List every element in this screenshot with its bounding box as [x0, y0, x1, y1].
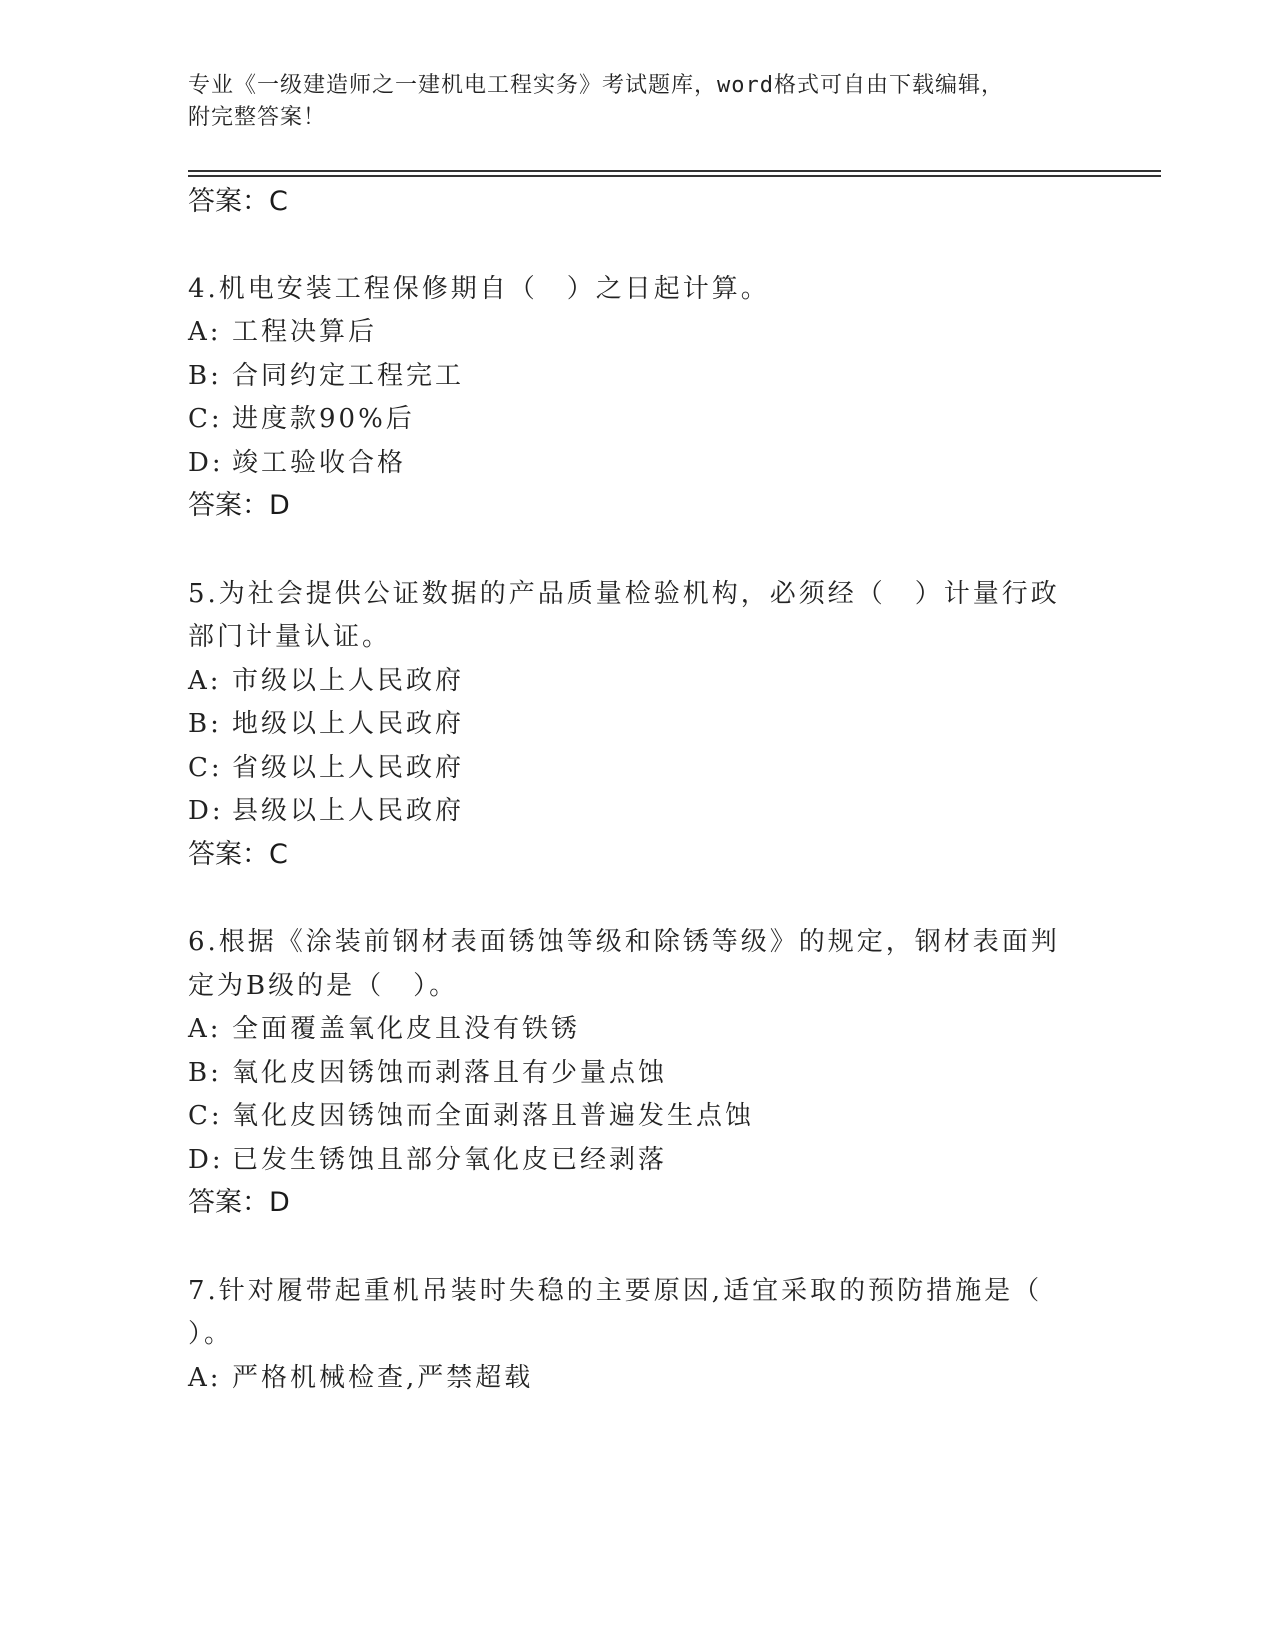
- option-text: 竣工验收合格: [232, 448, 407, 478]
- option-text: 县级以上人民政府: [232, 796, 465, 826]
- option-text: 氧化皮因锈蚀而剥落且有少量点蚀: [232, 1058, 668, 1088]
- option-letter: C:: [188, 753, 223, 783]
- option-letter: D:: [188, 796, 224, 826]
- header-title-line-2: 附完整答案！: [188, 105, 327, 130]
- question-5-option-c: [188, 750, 464, 786]
- option-text: 省级以上人民政府: [232, 753, 465, 783]
- option-letter: C:: [188, 404, 223, 434]
- option-text: 进度款90%后: [232, 404, 415, 434]
- question-5-answer: 答案：C: [188, 839, 288, 870]
- question-6-answer: 答案：D: [188, 1187, 290, 1218]
- option-text: 地级以上人民政府: [232, 709, 465, 739]
- option-text: 严格机械检查,严禁超载: [232, 1363, 534, 1393]
- question-4-option-b: [188, 358, 464, 394]
- question-7-text-line-1: 7.针对履带起重机吊装时失稳的主要原因,适宜采取的预防措施是（: [188, 1276, 1043, 1306]
- option-text: 工程决算后: [232, 317, 378, 347]
- question-5-option-a: [188, 663, 464, 699]
- question-6-option-a: [188, 1011, 580, 1047]
- option-letter: A:: [188, 317, 222, 347]
- question-6-text-line-2: 定为B级的是（ ）。: [188, 971, 459, 1001]
- option-text: 全面覆盖氧化皮且没有铁锈: [232, 1014, 581, 1044]
- question-4-text: 4.机电安装工程保修期自（ ）之日起计算。: [188, 274, 770, 304]
- option-letter: A:: [188, 1363, 222, 1393]
- header-rule-top: [188, 170, 1161, 172]
- question-5-text-line-2: 部门计量认证。: [188, 622, 392, 652]
- header-rule-bottom: [188, 175, 1161, 177]
- question-6-option-c: [188, 1098, 754, 1134]
- question-5-option-d: [188, 793, 464, 829]
- option-letter: D:: [188, 448, 224, 478]
- option-letter: B:: [188, 1058, 222, 1088]
- question-7-text-line-2: ）。: [188, 1319, 234, 1349]
- option-letter: B:: [188, 709, 222, 739]
- question-4-answer: 答案：D: [188, 490, 290, 521]
- option-text: 市级以上人民政府: [232, 666, 465, 696]
- question-6-option-b: [188, 1055, 667, 1091]
- option-text: 氧化皮因锈蚀而全面剥落且普遍发生点蚀: [232, 1101, 755, 1131]
- option-letter: C:: [188, 1101, 223, 1131]
- option-letter: A:: [188, 1014, 222, 1044]
- question-5-text-line-1: 5.为社会提供公证数据的产品质量检验机构，必须经（ ）计量行政: [188, 579, 1060, 609]
- question-5-option-b: [188, 706, 464, 742]
- question-4-option-a: [188, 314, 377, 350]
- option-letter: D:: [188, 1145, 224, 1175]
- answer-previous: 答案：C: [188, 186, 288, 217]
- question-6-text-line-1: 6.根据《涂装前钢材表面锈蚀等级和除锈等级》的规定，钢材表面判: [188, 927, 1060, 957]
- option-text: 已发生锈蚀且部分氧化皮已经剥落: [232, 1145, 668, 1175]
- question-6-option-d: [188, 1142, 667, 1178]
- question-7-option-a: [188, 1360, 533, 1396]
- option-text: 合同约定工程完工: [232, 361, 465, 391]
- question-4-option-d: [188, 445, 406, 481]
- option-letter: A:: [188, 666, 222, 696]
- option-letter: B:: [188, 361, 222, 391]
- question-4-option-c: [188, 401, 415, 437]
- header-title-line-1: 专业《一级建造师之一建机电工程实务》考试题库，word格式可自由下载编辑，: [188, 73, 1004, 98]
